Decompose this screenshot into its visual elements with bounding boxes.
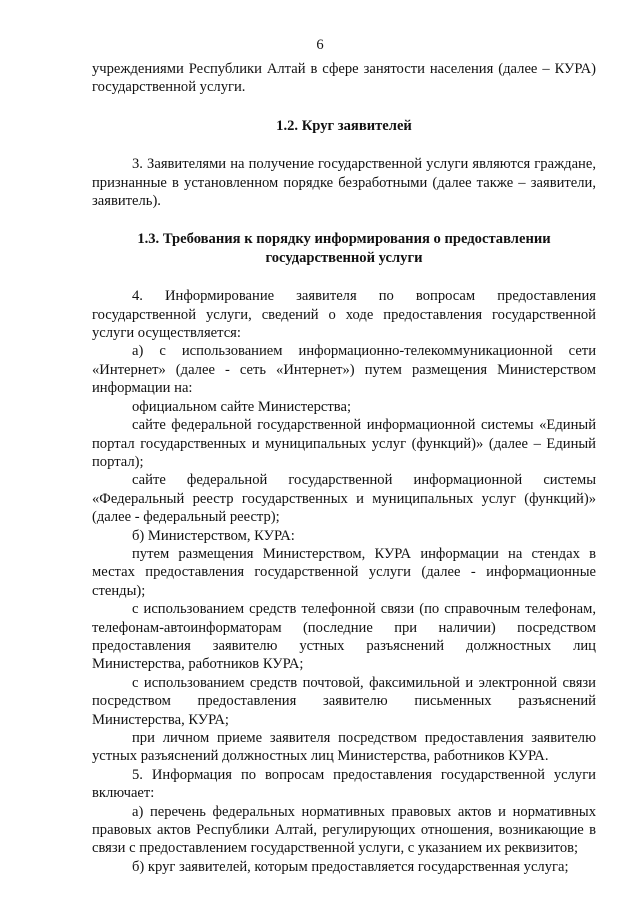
paragraph: сайте федеральной государственной информационной системы «Федеральный реестр государственных и муниципальных услуг (функций)» (далее - федеральный реестр); <box>92 472 596 526</box>
paragraph: 5. Информация по вопросам предоставления государственной услуги включает: <box>92 766 596 802</box>
page-number: 6 <box>316 37 324 53</box>
paragraph: 3. Заявителями на получение государственной услуги являются граждане, признанные в установленном порядке безработными (далее также – заявители, заявитель). <box>92 156 596 210</box>
paragraph: сайте федеральной государственной информационной системы «Единый портал государственных и муниципальных услуг (функций)» (далее – Единый портал); <box>92 417 596 470</box>
paragraph: учреждениями Республики Алтай в сфере занятости населения (далее – КУРА) государственной услуги. <box>92 61 596 96</box>
paragraph: при личном приеме заявителя посредством предоставления заявителю устных разъяснений должностных лиц Министерства, работников КУРА. <box>92 730 596 765</box>
paragraph: с использованием средств телефонной связи (по справочным телефонам, телефонам-автоинформаторам (последние при наличии) посредством предоставления заявителю устных разъяснений должностных лиц Министерства, работников КУРА; <box>92 601 596 673</box>
document-body <box>92 60 596 876</box>
paragraph: 4. Информирование заявителя по вопросам предоставления государственной услуги, сведений о ходе предоставления государственной услуги осуществляется: <box>92 288 596 342</box>
paragraph: с использованием средств почтовой, факсимильной и электронной связи посредством предоставления заявителю письменных разъяснений Министерства, КУРА; <box>92 674 596 728</box>
paragraph: а) перечень федеральных нормативных правовых актов и нормативных правовых актов Республики Алтай, регулирующих отношения, возникающие в связи с предоставлением государственной услуги, с указанием их реквизитов; <box>92 803 596 857</box>
section-heading: 1.3. Требования к порядку информирования о предоставлении государственной услуги <box>137 231 551 266</box>
section-heading: 1.2. Круг заявителей <box>276 117 412 134</box>
paragraph: а) с использованием информационно-телекоммуникационной сети «Интернет» (далее - сеть «Интернет») путем размещения Министерством информации на: <box>92 343 596 397</box>
paragraph: путем размещения Министерством, КУРА информации на стендах в местах предоставления государственной услуги (далее - информационные стенды); <box>92 545 596 599</box>
paragraph: б) круг заявителей, которым предоставляется государственная услуга; <box>132 858 569 875</box>
paragraph: официальном сайте Министерства; <box>132 398 352 415</box>
paragraph: б) Министерством, КУРА: <box>132 527 295 544</box>
